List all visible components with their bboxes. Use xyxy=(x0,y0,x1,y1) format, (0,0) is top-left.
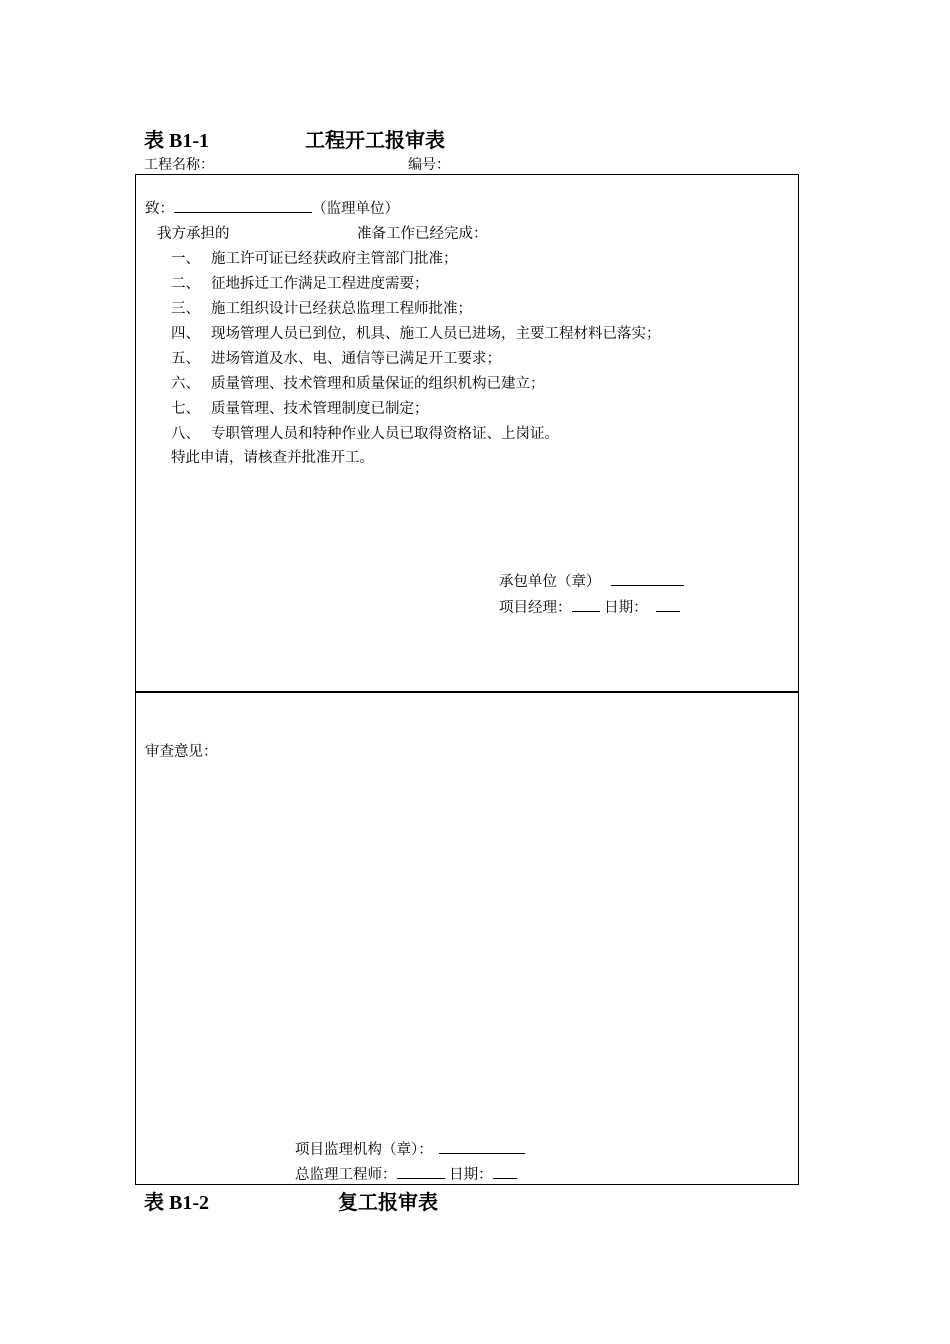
checklist-item-number: 二、 xyxy=(171,276,200,292)
checklist-item-number: 四、 xyxy=(171,326,200,342)
checklist-item-text: 征地拆迁工作满足工程进度需要； xyxy=(211,276,429,292)
project-name-label: 工程名称： xyxy=(144,157,214,173)
chief-engineer-field[interactable] xyxy=(397,1164,445,1179)
checklist-item xyxy=(171,322,661,343)
checklist-item-number: 六、 xyxy=(171,376,200,392)
supervision-org-line xyxy=(295,1138,525,1159)
date-field[interactable] xyxy=(656,597,680,612)
checklist-item xyxy=(171,272,429,293)
chief-engineer-line xyxy=(295,1163,517,1184)
closing-text: 特此申请，请核查并批准开工。 xyxy=(171,450,374,466)
date-field-2[interactable] xyxy=(493,1164,517,1179)
checklist-item xyxy=(171,247,458,268)
chief-engineer-label: 总监理工程师： xyxy=(295,1167,397,1183)
checklist-item xyxy=(171,372,545,393)
form2-code: 表 B1-2 xyxy=(144,1192,209,1214)
checklist-item-text: 专职管理人员和特种作业人员已取得资格证、上岗证。 xyxy=(211,426,559,442)
checklist-item-text: 质量管理、技术管理制度已制定； xyxy=(211,401,429,417)
supervision-org-label: 项目监理机构（章）： xyxy=(295,1142,433,1158)
contractor-line xyxy=(499,570,684,591)
checklist-item-text: 质量管理、技术管理和质量保证的组织机构已建立； xyxy=(211,376,545,392)
pm-label: 项目经理： xyxy=(499,600,572,616)
supervisor-unit-field[interactable] xyxy=(174,198,312,213)
contractor-seal-field[interactable] xyxy=(611,571,684,586)
contractor-label: 承包单位（章） xyxy=(499,574,601,590)
checklist-item xyxy=(171,422,559,443)
pm-field[interactable] xyxy=(572,597,600,612)
date-label: 日期： xyxy=(604,600,648,616)
checklist-item-number: 五、 xyxy=(171,351,200,367)
intro-left: 我方承担的 xyxy=(157,226,230,242)
review-section xyxy=(135,691,799,1185)
checklist-item-number: 七、 xyxy=(171,401,200,417)
date-label-2: 日期： xyxy=(449,1167,493,1183)
checklist-item-number: 三、 xyxy=(171,301,200,317)
form2-title: 复工报审表 xyxy=(338,1190,438,1214)
to-label: 致： xyxy=(145,201,174,217)
checklist-item-text: 施工组织设计已经获总监理工程师批准； xyxy=(211,301,472,317)
intro-right: 准备工作已经完成： xyxy=(357,226,488,242)
checklist-item xyxy=(171,397,429,418)
supervision-org-field[interactable] xyxy=(439,1139,525,1154)
checklist-item xyxy=(171,347,501,368)
checklist-item-text: 进场管道及水、电、通信等已满足开工要求； xyxy=(211,351,501,367)
checklist-item-number: 一、 xyxy=(171,251,200,267)
number-label: 编号： xyxy=(408,157,450,173)
checklist-item-text: 现场管理人员已到位，机具、施工人员已进场，主要工程材料已落实； xyxy=(211,326,661,342)
checklist-item xyxy=(171,297,472,318)
form-title: 工程开工报审表 xyxy=(305,128,445,152)
to-suffix: （监理单位） xyxy=(312,201,399,217)
review-label: 审查意见： xyxy=(145,744,218,760)
checklist-item-number: 八、 xyxy=(171,426,200,442)
to-line xyxy=(145,197,399,218)
form-code: 表 B1-1 xyxy=(144,130,209,152)
checklist-item-text: 施工许可证已经获政府主管部门批准； xyxy=(211,251,458,267)
pm-line xyxy=(499,596,680,617)
